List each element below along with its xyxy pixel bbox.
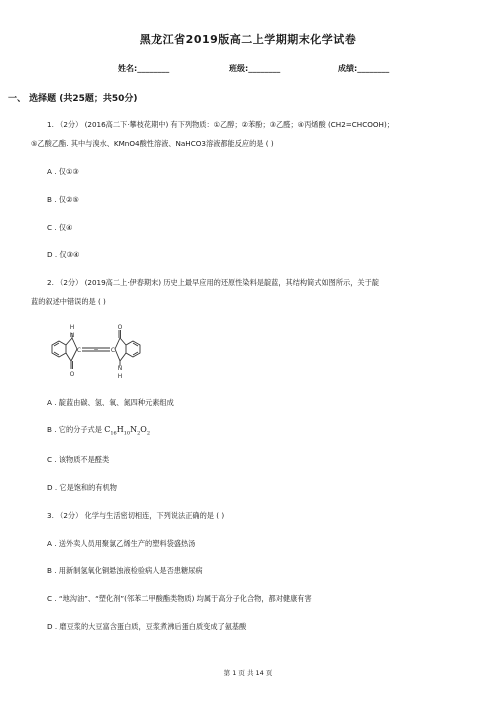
q1-option-c[interactable]: C . 仅④ <box>47 223 73 232</box>
atom-n-top: N <box>69 332 75 339</box>
score-field[interactable]: 成绩:________ <box>338 64 390 73</box>
q3-option-d[interactable]: D . 磨豆浆的大豆富含蛋白质，豆浆煮沸后蛋白质变成了氨基酸 <box>47 622 247 631</box>
atom-o-bottom: O <box>69 371 75 378</box>
q2-option-a[interactable]: A . 靛蓝由碳、氢、氧、氮四种元素组成 <box>47 398 174 407</box>
page-number-footer: 第 1 页 共 14 页 <box>223 669 273 677</box>
atom-h-bottom: H <box>117 373 123 380</box>
section-heading: 一、 选择题 (共25题；共50分) <box>8 94 138 104</box>
q3-option-a[interactable]: A . 送外卖人员用聚氯乙烯生产的塑料袋盛热汤 <box>47 539 196 548</box>
q3-option-c[interactable]: C . “地沟油”、“塑化剂”(邻苯二甲酸酯类物质) 均属于高分子化合物，都对健康有害 <box>47 594 312 603</box>
q2-option-b[interactable] <box>47 425 150 437</box>
q1-option-a[interactable]: A . 仅①③ <box>47 167 79 176</box>
page-title: 黑龙江省2019版高二上学期期末化学试卷 <box>139 33 357 46</box>
molecular-formula: $C_{16}H_{10}N_2O_2$ <box>104 425 151 437</box>
atom-n-bottom: N <box>117 365 123 372</box>
q2-option-c[interactable]: C . 该物质不是醛类 <box>47 455 110 464</box>
class-field[interactable]: 班级:________ <box>229 64 281 73</box>
q2-stem-line2: 蓝的叙述中错误的是 ( ) <box>31 297 106 306</box>
atom-o-top: O <box>117 324 123 331</box>
q2-stem-line1: 2. （2分） (2019高二上·伊春期末) 历史上最早应用的还原性染料是靛蓝，其结构简式如图所示，关于靛 <box>47 278 379 287</box>
q1-stem-line2: ⑤乙酸乙酯. 其中与溴水、KMnO4酸性溶液、NaHCO3溶液都能反应的是 ( ) <box>31 139 274 148</box>
q2-option-d[interactable]: D . 它是饱和的有机物 <box>47 483 117 492</box>
indigo-structure-diagram <box>44 323 154 381</box>
q1-option-b[interactable]: B . 仅②⑤ <box>47 195 79 204</box>
double-bond-sign: = <box>93 347 99 354</box>
q1-stem-line1: 1. （2分） (2016高二下·攀枝花期中) 有下列物质：①乙醇；②苯酚；③乙醛；④丙烯酸 (CH2=CHCOOH)； <box>47 120 394 129</box>
name-field[interactable]: 姓名:________ <box>118 64 170 73</box>
q1-option-d[interactable]: D . 仅③④ <box>47 250 80 259</box>
q2-option-b-prefix: B . 它的分子式是 <box>47 425 102 434</box>
q3-option-b[interactable]: B . 用新制氢氧化铜悬浊液检验病人是否患糖尿病 <box>47 566 203 575</box>
q3-stem-line1: 3. （2分） 化学与生活密切相连，下列说法正确的是 ( ) <box>47 511 225 520</box>
atom-c-right: C <box>110 347 116 354</box>
atom-c-left: C <box>76 347 82 354</box>
atom-h-top: H <box>69 324 75 331</box>
